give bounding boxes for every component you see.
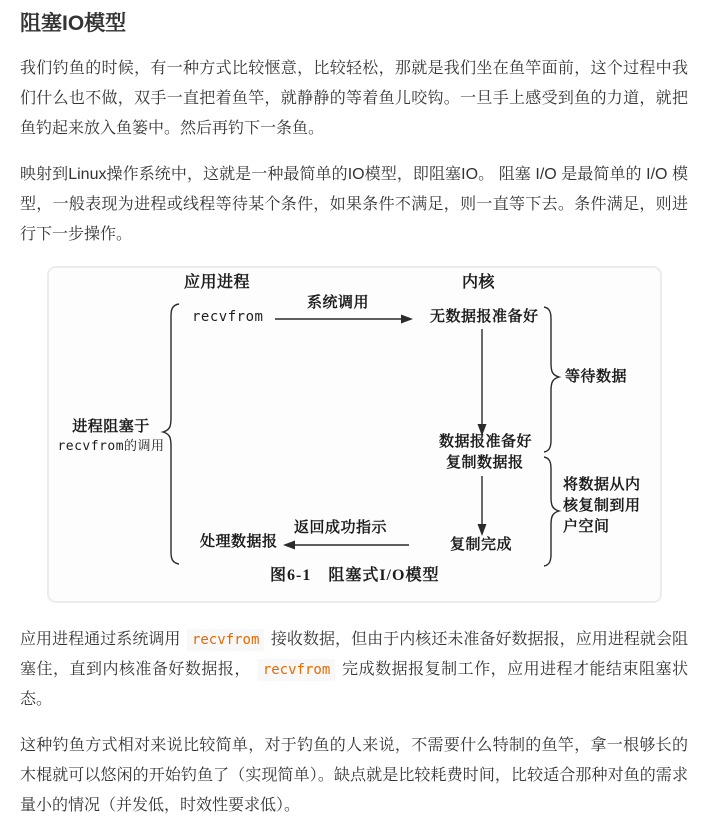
figure-copy-kernel-user-label: 将数据从内核复制到用户空间 [563,477,641,535]
figure-col-app-process: 应用进程 [184,274,251,291]
paragraph-recvfrom-explain [20,625,688,715]
figure-recvfrom-call: recvfrom [192,309,264,325]
paragraph-linux-mapping: 映射到Linux操作系统中，这就是一种最简单的IO模型，即阻塞IO。 阻塞 I/O 是最简单的 I/O 模型，一般表现为进程或线程等待某个条件，如果条件不满足，则一直等下去。条件满足，则进行下一步操作。 [20,166,688,243]
paragraph-pros-cons: 这种钓鱼方式相对来说比较简单，对于钓鱼的人来说，不需要什么特制的鱼竿，拿一根够长的木棍就可以悠闲的开始钓鱼了（实现简单）。缺点就是比较耗费时间，比较适合那种对鱼的需求量小的情况（并发低，时效性要求低）。 [20,737,688,814]
wait-data-arrow [478,329,487,436]
figure-node-copy-datagram: 复制数据报 [446,455,524,471]
page-title: 阻塞IO模型 [20,12,127,35]
figure-node-datagram-ready: 数据报准备好 [439,434,533,450]
return-success-arrow [283,541,409,550]
figure-return-success-label: 返回成功指示 [294,520,388,536]
figure-blocked-label [55,418,167,456]
p3-text-1: 应用进程通过系统调用 [20,631,185,648]
inline-code-recvfrom-1: recvfrom [187,629,264,651]
figure-blocked-line1: 进程阻塞于 [72,419,150,435]
inline-code-recvfrom-2: recvfrom [258,659,335,681]
figure-blocking-io-model [47,266,662,603]
syscall-arrow [275,315,413,324]
figure-node-process-datagram: 处理数据报 [200,534,278,550]
wait-data-brace [544,307,559,452]
figure-caption: 图6-1 阻塞式I/O模型 [270,567,440,584]
p3-text-3: 完成数据报复制工作，应用进程才能结束阻塞状态。 [20,661,688,708]
copy-span-brace [544,457,559,566]
copy-data-arrow [478,476,487,536]
figure-col-kernel: 内核 [462,274,496,291]
paragraph-fishing-intro: 我们钓鱼的时候，有一种方式比较惬意，比较轻松，那就是我们坐在鱼竿面前，这个过程中我们什么也不做，双手一直把着鱼竿，就静静的等着鱼儿咬钩。一旦手上感受到鱼的力道，就把鱼钓起来放入鱼篓中。然后再钓下一条鱼。 [20,60,688,137]
figure-node-copy-complete: 复制完成 [450,537,513,553]
p3-text-2: 接收数据，但由于内核还未准备好数据报，应用进程就会阻塞住，直到内核准备好数据报， [20,631,689,678]
figure-node-no-datagram: 无数据报准备好 [430,309,539,325]
figure-blocked-line2: recvfrom的调用 [57,439,165,454]
figure-syscall-label: 系统调用 [307,295,370,311]
figure-wait-data-label: 等待数据 [565,369,628,385]
